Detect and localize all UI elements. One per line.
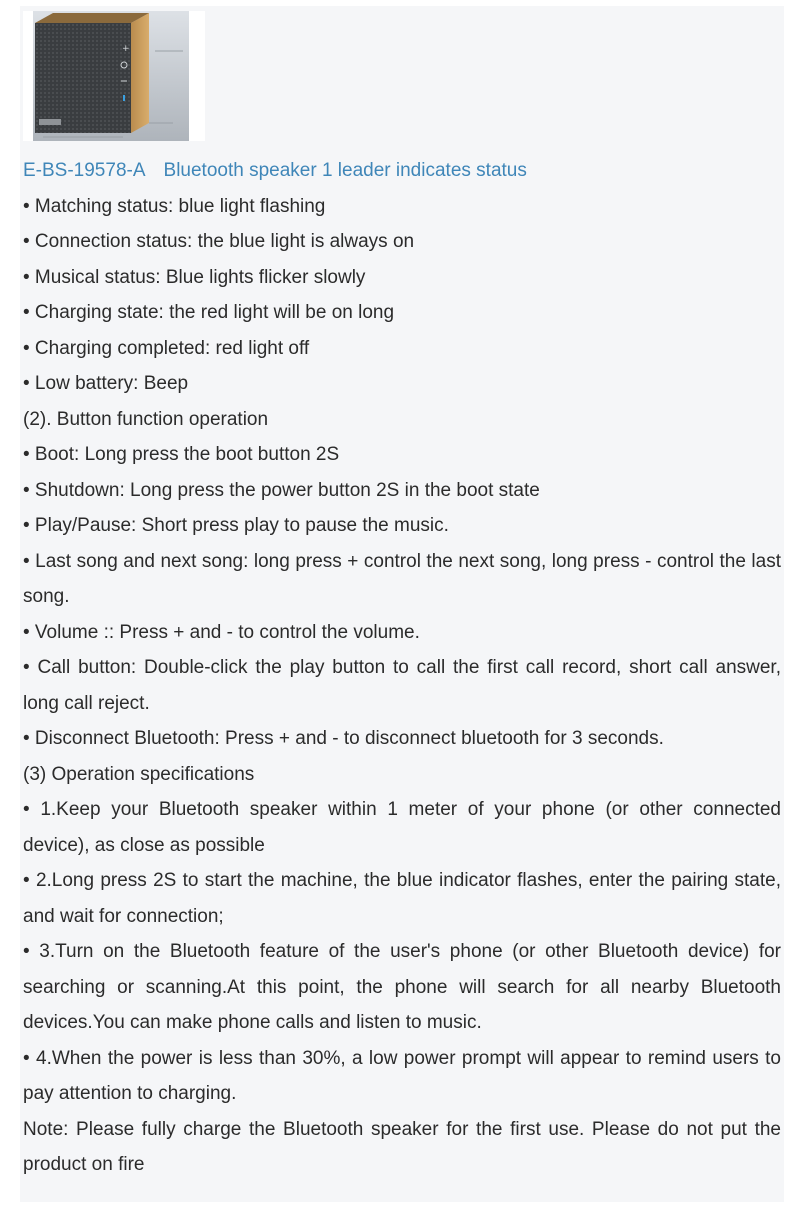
text-line: • Shutdown: Long press the power button 2S in the boot state <box>23 479 540 501</box>
heading-title: Bluetooth speaker 1 leader indicates status <box>163 160 527 181</box>
section-subheading: (2). Button function operation <box>23 408 269 430</box>
section-subheading: (3) Operation specifications <box>23 763 255 785</box>
text-line: • Call button: Double-click the play button to call the first call record, short call answer, long call reject. <box>23 657 781 714</box>
text-line: • 4.When the power is less than 30%, a low power prompt will appear to remind users to pay attention to charging. <box>23 1047 781 1104</box>
model-code: E-BS-19578-A <box>23 160 146 181</box>
text-line: • Volume :: Press + and - to control the volume. <box>23 621 420 643</box>
speaker-product-photo <box>23 11 205 141</box>
svg-text:+: + <box>122 44 130 54</box>
section-heading <box>23 153 781 189</box>
text-line: • Disconnect Bluetooth: Press + and - to disconnect bluetooth for 3 seconds. <box>23 728 664 749</box>
text-line: • Matching status: blue light flashing <box>23 195 326 217</box>
text-line: • Connection status: the blue light is always on <box>23 231 415 252</box>
text-line: • Play/Pause: Short press play to pause the music. <box>23 515 449 536</box>
text-line: • 1.Keep your Bluetooth speaker within 1 meter of your phone (or other connected device), as close as possible <box>23 799 781 856</box>
instructions-text <box>23 153 781 1183</box>
note-line: Note: Please fully charge the Bluetooth speaker for the first use. Please do not put the product on fire <box>23 1118 781 1175</box>
text-line: • Boot: Long press the boot button 2S <box>23 444 340 465</box>
text-line: • Musical status: Blue lights flicker slowly <box>23 266 366 288</box>
text-line: • Charging completed: red light off <box>23 337 310 359</box>
text-line: • Last song and next song: long press + control the next song, long press - control the last song. <box>23 550 781 607</box>
text-line: • Low battery: Beep <box>23 373 189 394</box>
text-line: • Charging state: the red light will be on long <box>23 302 395 323</box>
text-line: • 2.Long press 2S to start the machine, the blue indicator flashes, enter the pairing state, and wait for connection; <box>23 870 781 927</box>
text-line: • 3.Turn on the Bluetooth feature of the user's phone (or other Bluetooth device) for searching or scanning.At this point, the phone will search for all nearby Bluetooth devices.You can make phone calls and listen to music. <box>23 941 781 1033</box>
